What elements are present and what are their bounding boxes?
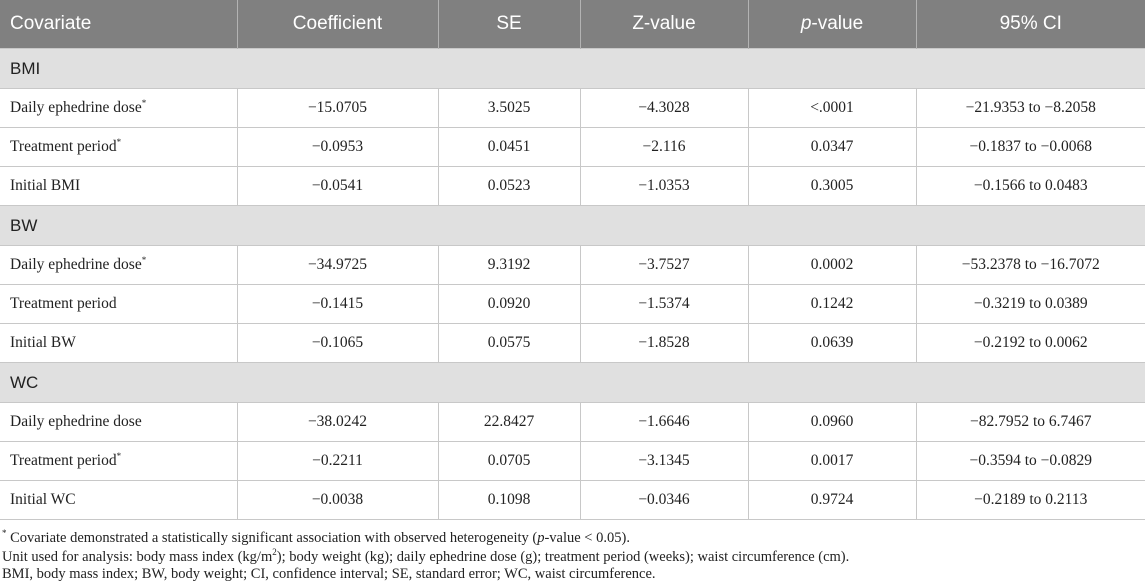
cell-z-value: −1.5374 xyxy=(580,285,748,324)
cell-coefficient: −0.0541 xyxy=(237,167,438,206)
cell-p-value: 0.0347 xyxy=(748,128,916,167)
significance-mark: * xyxy=(116,137,122,148)
covariate-name: Daily ephedrine dose xyxy=(10,413,142,431)
header-coefficient: Coefficient xyxy=(237,0,438,49)
cell-z-value: −4.3028 xyxy=(580,89,748,128)
cell-se: 0.0575 xyxy=(438,324,580,363)
table-row xyxy=(0,442,1145,481)
header-row xyxy=(0,0,1145,49)
group-label: BMI xyxy=(0,49,1145,89)
group-row xyxy=(0,206,1145,246)
cell-covariate xyxy=(0,324,237,363)
table-row xyxy=(0,481,1145,520)
cell-covariate xyxy=(0,442,237,481)
cell-p-value: 0.9724 xyxy=(748,481,916,520)
cell-p-value: 0.1242 xyxy=(748,285,916,324)
cell-ci: −0.2192 to 0.0062 xyxy=(916,324,1145,363)
cell-ci: −82.7952 to 6.7467 xyxy=(916,403,1145,442)
cell-covariate xyxy=(0,167,237,206)
cell-ci: −53.2378 to −16.7072 xyxy=(916,246,1145,285)
cell-coefficient: −0.1415 xyxy=(237,285,438,324)
cell-p-value: 0.0639 xyxy=(748,324,916,363)
cell-z-value: −1.8528 xyxy=(580,324,748,363)
header-p-italic: p xyxy=(800,13,812,34)
cell-z-value: −1.0353 xyxy=(580,167,748,206)
cell-covariate xyxy=(0,246,237,285)
cell-ci: −0.1566 to 0.0483 xyxy=(916,167,1145,206)
covariate-name: Daily ephedrine dose xyxy=(10,256,142,274)
table-row xyxy=(0,128,1145,167)
table-row xyxy=(0,403,1145,442)
table-row xyxy=(0,246,1145,285)
header-z-value: Z-value xyxy=(580,0,748,49)
cell-z-value: −1.6646 xyxy=(580,403,748,442)
cell-se: 0.0523 xyxy=(438,167,580,206)
table-row xyxy=(0,285,1145,324)
cell-ci: −0.3594 to −0.0829 xyxy=(916,442,1145,481)
cell-z-value: −2.116 xyxy=(580,128,748,167)
cell-se: 0.0920 xyxy=(438,285,580,324)
significance-mark: * xyxy=(141,98,147,109)
header-covariate: Covariate xyxy=(0,0,237,49)
cell-coefficient: −0.2211 xyxy=(237,442,438,481)
cell-se: 0.1098 xyxy=(438,481,580,520)
cell-se: 3.5025 xyxy=(438,89,580,128)
covariate-name: Daily ephedrine dose xyxy=(10,99,142,117)
cell-coefficient: −0.1065 xyxy=(237,324,438,363)
cell-coefficient: −0.0038 xyxy=(237,481,438,520)
cell-covariate xyxy=(0,285,237,324)
header-se: SE xyxy=(438,0,580,49)
significance-mark: * xyxy=(116,451,122,462)
cell-p-value: 0.0960 xyxy=(748,403,916,442)
table-body xyxy=(0,49,1145,520)
cell-coefficient: −38.0242 xyxy=(237,403,438,442)
header-p-suffix: -value xyxy=(811,13,864,34)
significance-mark: * xyxy=(2,528,7,538)
cell-covariate xyxy=(0,89,237,128)
footnote-units: Unit used for analysis: body mass index $(kg/m^2)$; body weight (kg); daily ephedrine dose (g); treatment period (weeks); waist circumference (cm). xyxy=(2,547,850,565)
cell-se: 0.0705 xyxy=(438,442,580,481)
covariate-name: Treatment period xyxy=(10,138,117,156)
cell-covariate xyxy=(0,481,237,520)
cell-ci: −21.9353 to −8.2058 xyxy=(916,89,1145,128)
cell-se: 9.3192 xyxy=(438,246,580,285)
cell-se: 22.8427 xyxy=(438,403,580,442)
cell-z-value: −0.0346 xyxy=(580,481,748,520)
table-row xyxy=(0,324,1145,363)
cell-p-value: 0.0017 xyxy=(748,442,916,481)
covariate-name: Initial BW xyxy=(10,334,76,352)
cell-ci: −0.1837 to −0.0068 xyxy=(916,128,1145,167)
footnote-significance: * Covariate demonstrated a statistically significant association with observed heterogeneity (p-value < 0.05). xyxy=(2,528,630,546)
table-row xyxy=(0,167,1145,206)
cell-covariate xyxy=(0,128,237,167)
cell-se: 0.0451 xyxy=(438,128,580,167)
cell-covariate xyxy=(0,403,237,442)
covariate-name: Treatment period xyxy=(10,452,117,470)
covariate-name: Initial WC xyxy=(10,491,76,509)
covariate-name: Initial BMI xyxy=(10,177,81,195)
cell-p-value: 0.3005 xyxy=(748,167,916,206)
group-label: BW xyxy=(0,206,1145,246)
group-label: WC xyxy=(0,363,1145,403)
footnote-abbreviations: BMI, body mass index; BW, body weight; CI, confidence interval; SE, standard error; WC, waist circumference. xyxy=(2,566,656,582)
cell-p-value: <.0001 xyxy=(748,89,916,128)
group-row xyxy=(0,363,1145,403)
covariate-name: Treatment period xyxy=(10,295,117,313)
cell-z-value: −3.7527 xyxy=(580,246,748,285)
cell-z-value: −3.1345 xyxy=(580,442,748,481)
significance-mark: * xyxy=(141,255,147,266)
cell-coefficient: −15.0705 xyxy=(237,89,438,128)
cell-coefficient: −34.9725 xyxy=(237,246,438,285)
cell-ci: −0.3219 to 0.0389 xyxy=(916,285,1145,324)
header-p-value xyxy=(748,0,916,49)
cell-coefficient: −0.0953 xyxy=(237,128,438,167)
cell-p-value: 0.0002 xyxy=(748,246,916,285)
cell-ci: −0.2189 to 0.2113 xyxy=(916,481,1145,520)
table-row xyxy=(0,89,1145,128)
group-row xyxy=(0,49,1145,89)
header-95-ci: 95% CI xyxy=(916,0,1145,49)
